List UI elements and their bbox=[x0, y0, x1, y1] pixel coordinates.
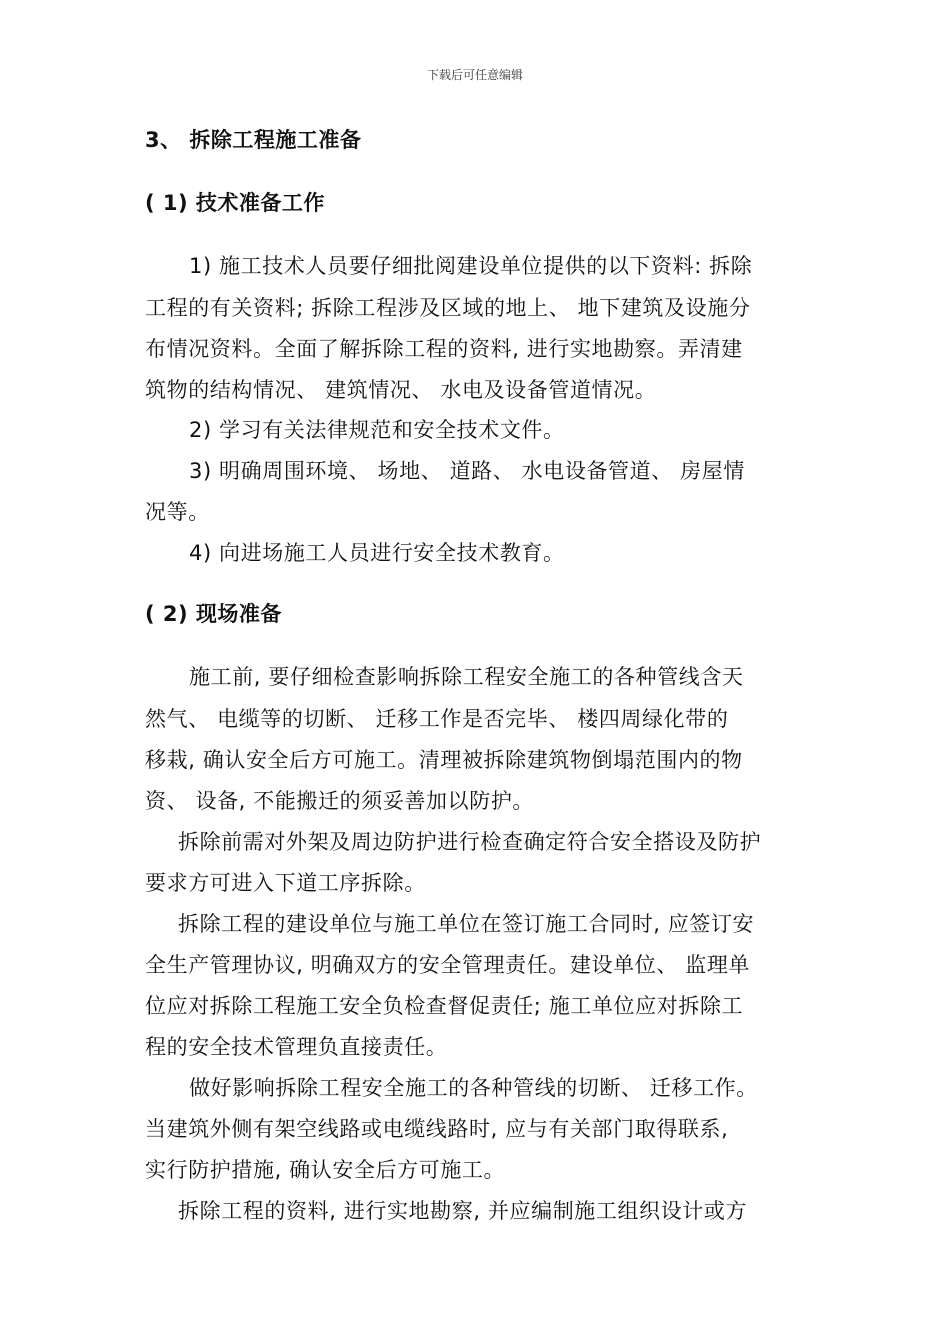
page-header: 下载后可任意编辑 bbox=[426, 68, 523, 82]
paragraph-line: 拆除前需对外架及周边防护进行检查确定符合安全搭设及防护 bbox=[178, 830, 762, 854]
paragraph-line: 4) 向进场施工人员进行安全技术教育。 bbox=[189, 541, 565, 565]
paragraph-line: 施工前, 要仔细检查影响拆除工程安全施工的各种管线含天 bbox=[189, 665, 744, 689]
paragraph-line: 工程的有关资料; 拆除工程涉及区域的地上、 地下建筑及设施分 bbox=[145, 296, 751, 320]
paragraph-line: 布情况资料。全面了解拆除工程的资料, 进行实地勘察。弄清建 bbox=[145, 337, 743, 361]
paragraph-line: 拆除工程的建设单位与施工单位在签订施工合同时, 应签订安 bbox=[178, 912, 755, 936]
paragraph-line: 位应对拆除工程施工安全负检查督促责任; 施工单位应对拆除工 bbox=[145, 994, 744, 1018]
paragraph-line: 全生产管理协议, 明确双方的安全管理责任。建设单位、 监理单 bbox=[145, 953, 751, 977]
subsection-heading-technical-preparation: ( 1) 技术准备工作 bbox=[145, 191, 325, 215]
paragraph-line: 当建筑外侧有架空线路或电缆线路时, 应与有关部门取得联系, bbox=[145, 1117, 729, 1141]
paragraph-line: 1) 施工技术人员要仔细批阅建设单位提供的以下资料: 拆除 bbox=[189, 254, 753, 278]
paragraph-line: 拆除工程的资料, 进行实地勘察, 并应编制施工组织设计或方 bbox=[178, 1199, 748, 1223]
subsection-heading-site-preparation: ( 2) 现场准备 bbox=[145, 602, 282, 626]
paragraph-line: 程的安全技术管理负直接责任。 bbox=[145, 1035, 448, 1059]
paragraph-line: 然气、 电缆等的切断、 迁移工作是否完毕、 楼四周绿化带的 bbox=[145, 707, 729, 731]
paragraph-line: 要求方可进入下道工序拆除。 bbox=[145, 871, 426, 895]
paragraph-line: 资、 设备, 不能搬迁的须妥善加以防护。 bbox=[145, 789, 535, 813]
paragraph-line: 做好影响拆除工程安全施工的各种管线的切断、 迁移工作。 bbox=[189, 1076, 758, 1100]
section-heading-3: 3、 拆除工程施工准备 bbox=[145, 128, 362, 152]
paragraph-line: 移栽, 确认安全后方可施工。清理被拆除建筑物倒塌范围内的物 bbox=[145, 748, 743, 772]
paragraph-line: 况等。 bbox=[145, 500, 210, 524]
paragraph-line: 3) 明确周围环境、 场地、 道路、 水电设备管道、 房屋情 bbox=[189, 459, 745, 483]
paragraph-line: 筑物的结构情况、 建筑情况、 水电及设备管道情况。 bbox=[145, 378, 657, 402]
paragraph-line: 实行防护措施, 确认安全后方可施工。 bbox=[145, 1158, 506, 1182]
paragraph-line: 2) 学习有关法律规范和安全技术文件。 bbox=[189, 418, 565, 442]
